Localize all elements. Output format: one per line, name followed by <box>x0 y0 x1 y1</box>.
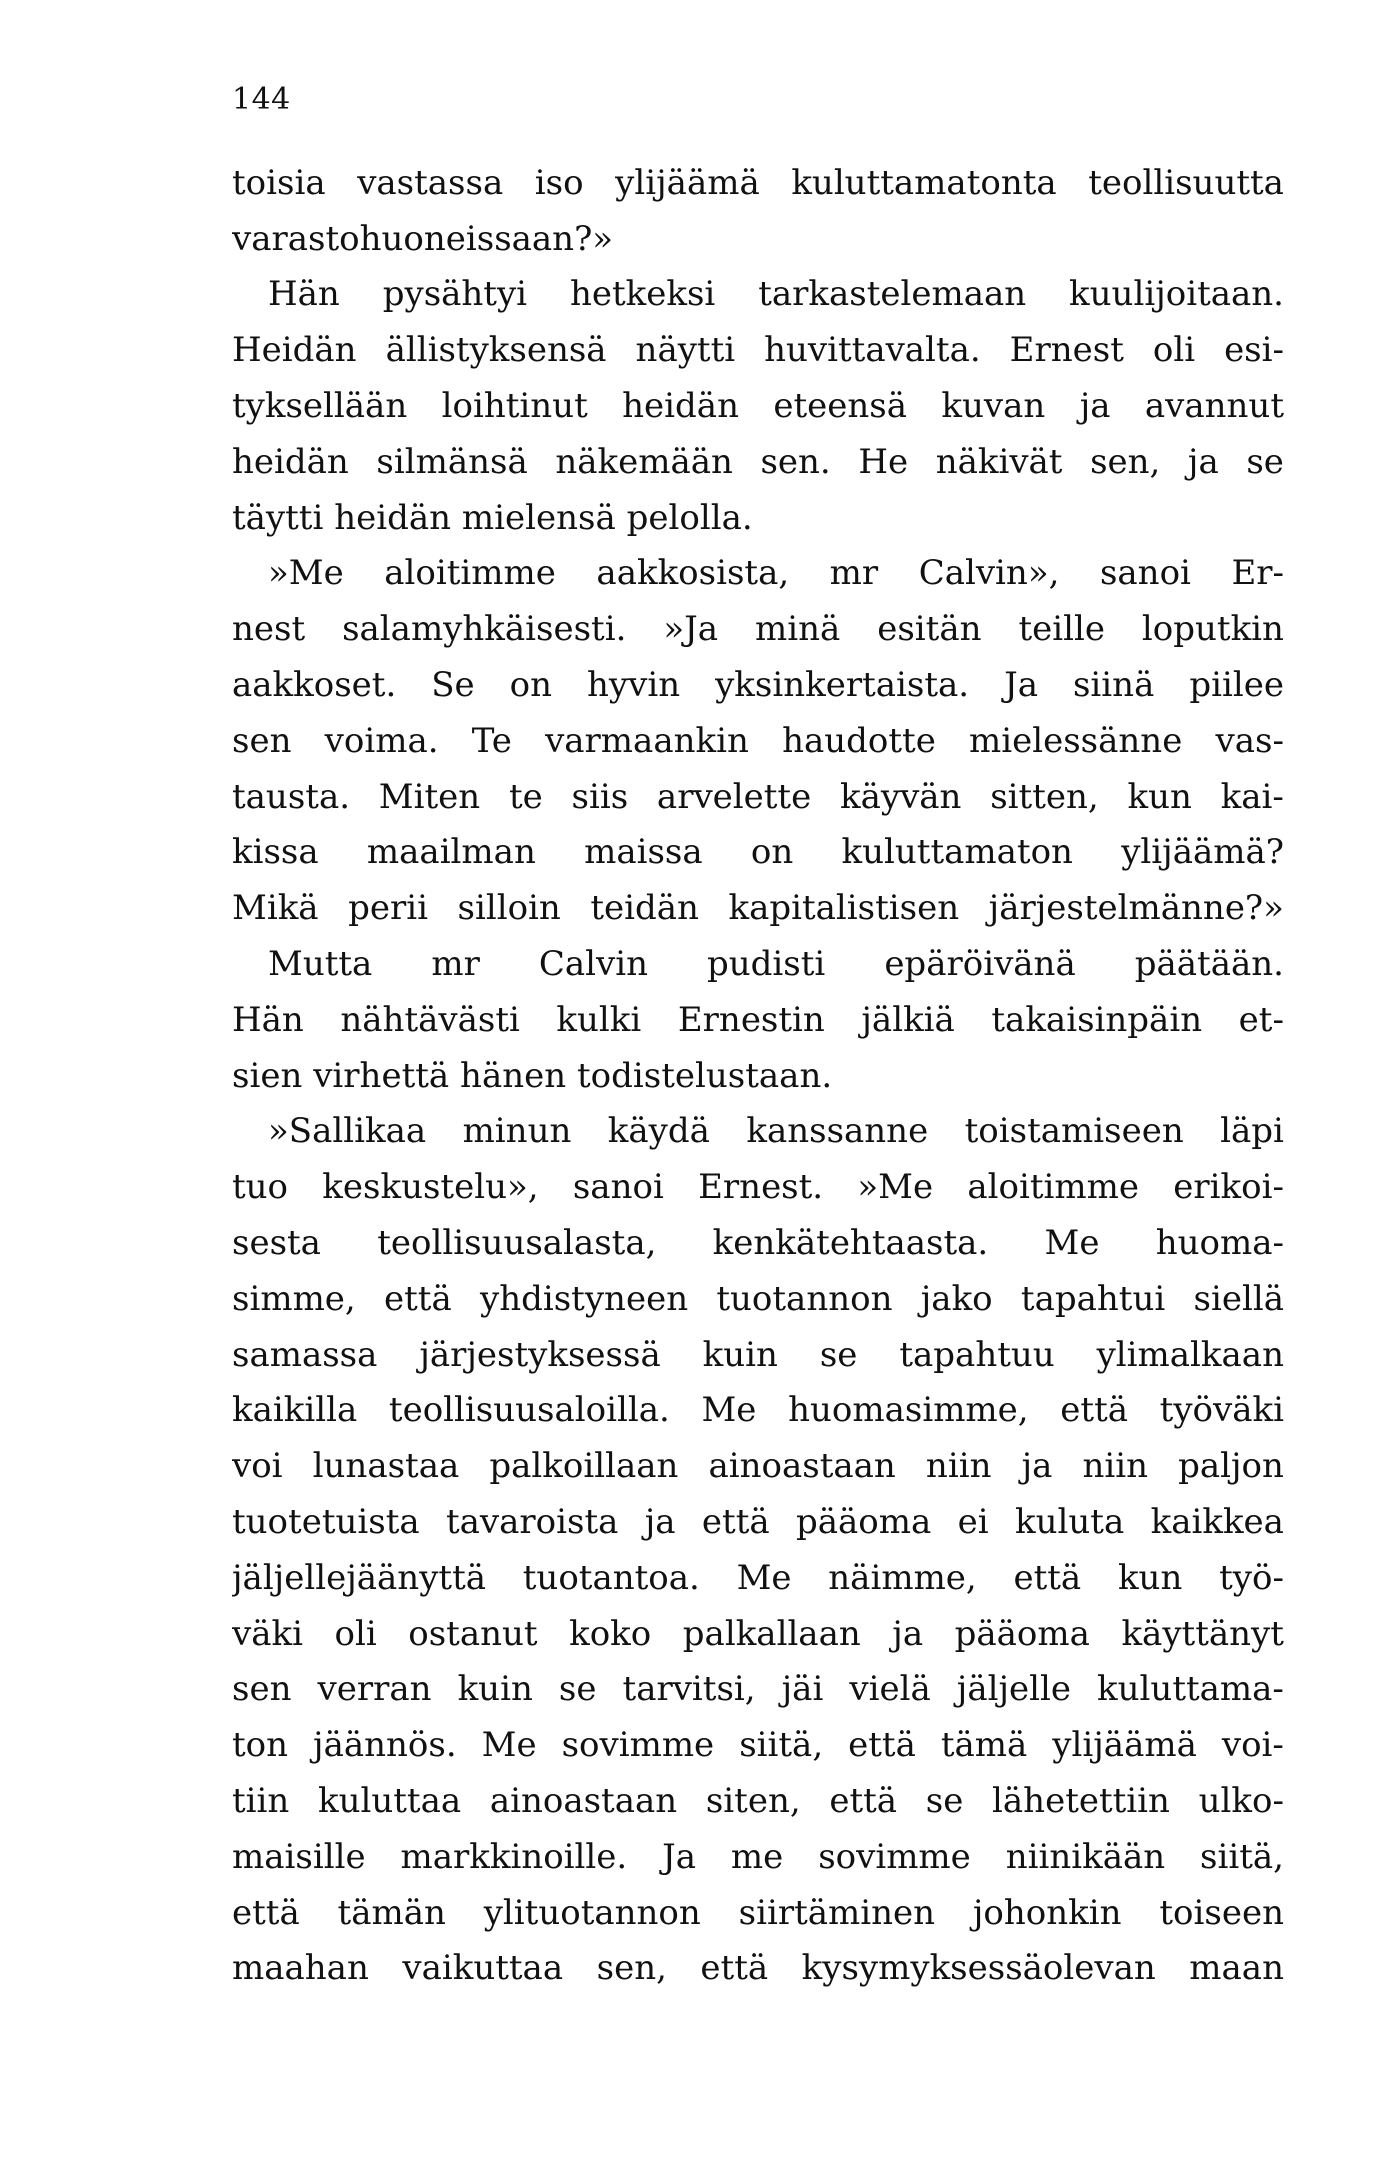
word: sanoi <box>572 1167 664 1208</box>
word: sen, <box>1090 441 1161 482</box>
word: verran <box>317 1669 432 1710</box>
word: te <box>508 776 543 817</box>
word: tuotantoa. <box>522 1557 700 1598</box>
word: täytti <box>232 497 324 538</box>
word: ainoastaan <box>708 1446 896 1487</box>
text-line <box>232 880 1284 936</box>
text-line <box>232 1606 1284 1662</box>
word: jälkiä <box>861 999 955 1040</box>
word: sen. <box>760 441 831 482</box>
word: kuin <box>702 1334 778 1375</box>
word: ulko- <box>1198 1781 1284 1821</box>
word: vaikuttaa <box>402 1948 564 1989</box>
word: tapahtuu <box>899 1334 1055 1375</box>
word: että <box>701 1502 770 1543</box>
word: ja <box>1079 386 1111 427</box>
word: hyvin <box>587 665 681 706</box>
word: arvelette <box>656 776 812 817</box>
word: Calvin <box>538 944 648 985</box>
word: todistelustaan. <box>577 1055 833 1096</box>
word: että <box>1013 1557 1082 1598</box>
word: käyvän <box>839 776 962 817</box>
text-line <box>232 1327 1284 1383</box>
word: maan <box>1189 1948 1284 1989</box>
word: työ- <box>1219 1557 1284 1598</box>
word: tausta. <box>232 776 351 817</box>
word: se <box>1246 441 1284 482</box>
word: Me <box>481 1725 537 1766</box>
word: aloitimme <box>967 1167 1140 1208</box>
word: tapahtui <box>1020 1278 1166 1319</box>
word: kuluttamatonta <box>791 162 1057 203</box>
word: mr <box>829 553 879 594</box>
word: siellä <box>1193 1278 1284 1319</box>
text-line <box>232 434 1284 490</box>
word: jäljellejäänyttä <box>232 1557 487 1598</box>
word: Mutta <box>268 944 373 985</box>
word: sanoi <box>1099 553 1191 594</box>
word: niin <box>1082 1446 1149 1487</box>
text-line <box>232 1159 1284 1215</box>
word: kuulijoitaan. <box>1069 274 1284 315</box>
text-line <box>232 825 1284 881</box>
word: nähtävästi <box>340 999 520 1040</box>
text-line <box>232 936 1284 992</box>
word: tuo <box>232 1167 289 1208</box>
body-text <box>232 155 1284 1996</box>
word: loihtinut <box>441 386 588 427</box>
word: keskustelu», <box>322 1167 539 1208</box>
word: Ernestin <box>677 999 825 1040</box>
word: loputkin <box>1141 609 1284 650</box>
word: eteensä <box>773 386 908 427</box>
word: teidän <box>590 888 699 929</box>
word: He <box>858 441 909 482</box>
word: järjestyksessä <box>419 1334 661 1375</box>
word: on <box>750 832 794 873</box>
word: Mikä <box>232 888 319 929</box>
text-line <box>232 601 1284 657</box>
word: ton <box>232 1725 289 1766</box>
word: jäännös. <box>313 1725 457 1766</box>
word: minun <box>462 1111 572 1152</box>
word: Heidän <box>232 330 357 371</box>
word: ja <box>1187 441 1219 482</box>
word: pysähtyi <box>382 274 528 315</box>
word: tarkastelemaan <box>758 274 1027 315</box>
text-line <box>232 322 1284 378</box>
text-line <box>232 267 1284 323</box>
word: niinikään <box>1005 1836 1166 1877</box>
word: vas- <box>1215 720 1284 761</box>
word: varmaankin <box>545 720 749 761</box>
word: huomasimme, <box>788 1390 1029 1431</box>
word: kuvan <box>941 386 1046 427</box>
word: aakkosista, <box>596 553 790 594</box>
word: että <box>384 1278 452 1319</box>
word: että <box>848 1725 916 1766</box>
text-line <box>232 546 1284 602</box>
word: teollisuutta <box>1088 162 1284 203</box>
word: Ernest <box>1009 330 1124 371</box>
word: se <box>925 1781 964 1821</box>
word: niin <box>925 1446 992 1487</box>
word: maailman <box>366 832 536 873</box>
word: teille <box>1018 609 1105 650</box>
word: tiin <box>232 1781 290 1821</box>
word: esitän <box>877 609 982 650</box>
word: et- <box>1238 999 1284 1040</box>
word: voima. <box>324 720 439 761</box>
word: mielessänne <box>969 720 1183 761</box>
word: sovimme <box>818 1836 971 1877</box>
word: jäi <box>781 1669 824 1710</box>
word: tarvitsi, <box>622 1669 756 1710</box>
word: siten, <box>705 1781 801 1821</box>
word: silloin <box>457 888 561 929</box>
word: haudotte <box>782 720 936 761</box>
word: erikoi- <box>1173 1167 1284 1208</box>
text-line <box>232 1383 1284 1439</box>
text-line <box>232 490 1284 546</box>
word: sen <box>232 720 292 761</box>
word: ja <box>644 1502 676 1543</box>
word: sien <box>232 1055 303 1096</box>
word: vastassa <box>357 162 504 203</box>
word: koko <box>569 1613 652 1654</box>
text-line <box>232 1773 1284 1829</box>
word: huoma- <box>1155 1223 1284 1264</box>
word: kai- <box>1220 776 1284 817</box>
word: sitten, <box>990 776 1099 817</box>
word: kenkätehtaasta. <box>712 1223 989 1264</box>
word: oli <box>1152 330 1196 371</box>
word: minä <box>754 609 841 650</box>
word: kuluttama- <box>1097 1669 1284 1710</box>
word: tuotannon <box>716 1278 893 1319</box>
text-line <box>232 1829 1284 1885</box>
text-line <box>232 211 1284 267</box>
word: palkallaan <box>682 1613 861 1654</box>
word: ylituotannon <box>483 1892 701 1933</box>
word: Hän <box>232 999 304 1040</box>
word: Me <box>1044 1223 1100 1264</box>
word: esi- <box>1224 330 1284 371</box>
word: siirtäminen <box>738 1892 936 1933</box>
word: siis <box>571 776 629 817</box>
word: ällistyksensä <box>385 330 607 371</box>
text-line <box>232 713 1284 769</box>
word: läpi <box>1220 1111 1284 1152</box>
word: Ja <box>662 1836 697 1877</box>
word: aloitimme <box>384 553 556 594</box>
text-line <box>232 1941 1284 1997</box>
word: kanssanne <box>746 1111 929 1152</box>
word: hänen <box>460 1055 567 1096</box>
word: siitä, <box>739 1725 824 1766</box>
word: se <box>558 1669 597 1710</box>
word: kysymyksessäolevan <box>801 1948 1156 1989</box>
word: pääoma <box>954 1613 1090 1654</box>
word: markkinoille. <box>400 1836 628 1877</box>
word: lunastaa <box>312 1446 460 1487</box>
word: tämä <box>940 1725 1028 1766</box>
word: käydä <box>607 1111 710 1152</box>
word: nest <box>232 609 306 650</box>
text-line <box>232 1662 1284 1718</box>
word: ainoastaan <box>489 1781 678 1821</box>
word: ylijäämä? <box>1121 832 1284 873</box>
word: Ja <box>1004 665 1038 706</box>
word: työväki <box>1159 1390 1284 1431</box>
word: simme, <box>232 1278 356 1319</box>
word: näkemään <box>555 441 733 482</box>
word: Er- <box>1231 553 1284 594</box>
word: siinä <box>1072 665 1155 706</box>
word: pudisti <box>707 944 826 985</box>
word: kissa <box>232 832 319 873</box>
word: Me <box>736 1557 792 1598</box>
word: kuluta <box>1015 1502 1125 1543</box>
word: sen, <box>596 1948 667 1989</box>
word: näimme, <box>828 1557 977 1598</box>
word: jäljelle <box>956 1669 1071 1710</box>
word: heidän <box>232 441 349 482</box>
text-line <box>232 992 1284 1048</box>
word: ei <box>957 1502 989 1543</box>
word: »Me <box>268 553 344 594</box>
word: että <box>829 1781 898 1821</box>
word: mielensä <box>461 497 616 538</box>
word: tämän <box>337 1892 446 1933</box>
word: näytti <box>635 330 736 371</box>
word: sovimme <box>561 1725 715 1766</box>
word: kuluttaa <box>318 1781 462 1821</box>
word: päätään. <box>1134 944 1284 985</box>
word: järjestelmänne?» <box>988 888 1284 929</box>
word: paljon <box>1178 1446 1284 1487</box>
word: avannut <box>1144 386 1284 427</box>
text-line <box>232 769 1284 825</box>
word: tyksellään <box>232 386 408 427</box>
word: Te <box>471 720 512 761</box>
word: toistamiseen <box>964 1111 1184 1152</box>
word: me <box>730 1836 784 1877</box>
word: maissa <box>584 832 703 873</box>
word: epäröivänä <box>884 944 1076 985</box>
word: siitä, <box>1200 1836 1284 1877</box>
word: on <box>509 665 553 706</box>
word: palkoillaan <box>489 1446 679 1487</box>
word: Hän <box>268 274 340 315</box>
word: pääoma <box>796 1502 932 1543</box>
text-line <box>232 1048 1284 1104</box>
text-line <box>232 1215 1284 1271</box>
word: vielä <box>849 1669 931 1710</box>
word: ostanut <box>408 1613 538 1654</box>
word: ylijäämä <box>615 162 760 203</box>
word: samassa <box>232 1334 378 1375</box>
word: ja <box>1021 1446 1053 1487</box>
word: sesta <box>232 1223 321 1264</box>
word: kun <box>1117 1557 1183 1598</box>
word: kuin <box>457 1669 533 1710</box>
word: Miten <box>378 776 481 817</box>
word: varastohuoneissaan?» <box>232 218 614 259</box>
word: Se <box>431 665 475 706</box>
word: toiseen <box>1159 1892 1284 1933</box>
word: kulki <box>556 999 642 1040</box>
word: käyttänyt <box>1121 1613 1284 1654</box>
text-line <box>232 155 1284 211</box>
text-line <box>232 1438 1284 1494</box>
word: ylimalkaan <box>1096 1334 1284 1375</box>
word: heidän <box>622 386 739 427</box>
word: pelolla. <box>626 497 753 538</box>
page-number: 144 <box>232 82 291 117</box>
word: yhdistyneen <box>479 1278 689 1319</box>
word: tuotetuista <box>232 1502 420 1543</box>
word: »Ja <box>663 609 719 650</box>
word: salamyhkäisesti. <box>342 609 627 650</box>
word: virhettä <box>313 1055 450 1096</box>
word: silmänsä <box>376 441 528 482</box>
word: että <box>1060 1390 1128 1431</box>
word: toisia <box>232 162 326 203</box>
word: näkivät <box>935 441 1063 482</box>
word: hetkeksi <box>569 274 716 315</box>
word: että <box>232 1892 300 1933</box>
text-line <box>232 1104 1284 1160</box>
word: teollisuusalasta, <box>377 1223 657 1264</box>
word: teollisuusaloilla. <box>388 1390 670 1431</box>
text-line <box>232 1550 1284 1606</box>
text-line <box>232 1717 1284 1773</box>
word: kuluttamaton <box>841 832 1073 873</box>
word: kaikilla <box>232 1390 358 1431</box>
word: huvittavalta. <box>764 330 981 371</box>
word: yksinkertaista. <box>715 665 970 706</box>
word: että <box>700 1948 769 1989</box>
text-line <box>232 1494 1284 1550</box>
word: »Sallikaa <box>268 1111 427 1152</box>
word: perii <box>348 888 428 929</box>
text-line <box>232 378 1284 434</box>
word: oli <box>334 1613 377 1654</box>
text-line <box>232 1885 1284 1941</box>
word: aakkoset. <box>232 665 397 706</box>
word: Me <box>701 1390 757 1431</box>
word: väki <box>232 1613 303 1654</box>
word: »Me <box>857 1167 934 1208</box>
word: kaikkea <box>1150 1502 1284 1543</box>
word: ja <box>892 1613 924 1654</box>
word: iso <box>534 162 584 203</box>
word: jako <box>920 1278 993 1319</box>
word: takaisinpäin <box>991 999 1203 1040</box>
word: heidän <box>334 497 452 538</box>
word: ylijäämä <box>1052 1725 1197 1766</box>
word: maisille <box>232 1836 366 1877</box>
word: kun <box>1127 776 1192 817</box>
word: mr <box>431 944 480 985</box>
word: lähetettiin <box>992 1781 1170 1821</box>
word: tavaroista <box>446 1502 619 1543</box>
word: se <box>819 1334 858 1375</box>
word: maahan <box>232 1948 369 1989</box>
word: sen <box>232 1669 292 1710</box>
word: voi- <box>1221 1725 1284 1766</box>
text-line <box>232 1271 1284 1327</box>
word: Ernest. <box>698 1167 824 1208</box>
word: Calvin», <box>918 553 1060 594</box>
word: kapitalistisen <box>728 888 960 929</box>
text-line <box>232 657 1284 713</box>
word: piilee <box>1189 665 1284 706</box>
word: johonkin <box>972 1892 1122 1933</box>
word: voi <box>232 1446 283 1487</box>
